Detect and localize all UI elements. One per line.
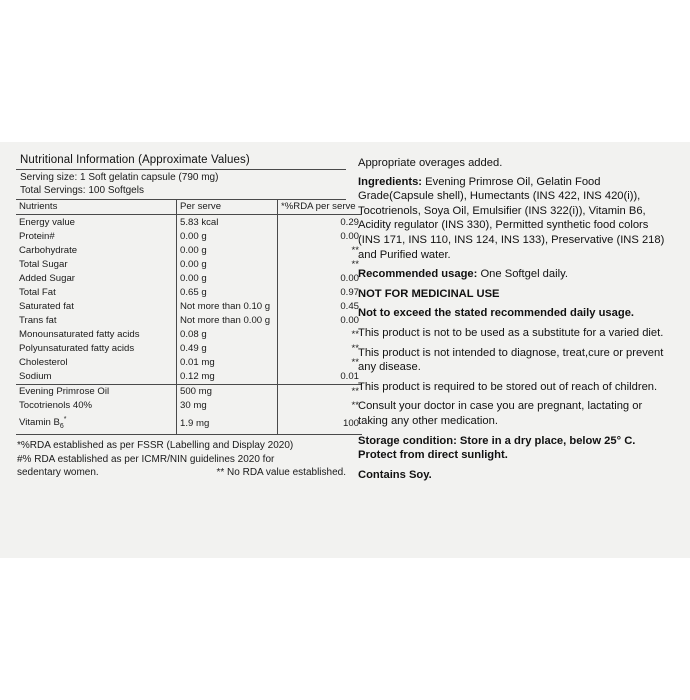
table-row	[16, 314, 362, 328]
total-servings: Total Servings: 100 Softgels	[20, 184, 144, 196]
cell-per-serve: 500 mg	[177, 385, 278, 400]
cell-nutrient	[16, 413, 177, 435]
cell-nutrient: Carbohydrate	[19, 245, 78, 256]
cell-rda: 0.00	[278, 272, 363, 286]
cell-rda: 0.00	[278, 314, 363, 328]
cell-nutrient-base: Vitamin B	[19, 417, 60, 429]
cell-nutrient: Trans fat	[19, 315, 57, 326]
not-a-substitute-notice: This product is not to be used as a substitute for a varied diet.	[358, 326, 664, 339]
cell-rda: **	[278, 244, 363, 258]
cell-per-serve: 0.00 g	[177, 272, 278, 286]
cell-per-serve: 0.12 mg	[177, 370, 278, 385]
consult-doctor-notice: Consult your doctor in case you are pregnant, lactating or taking any other medication.	[358, 400, 643, 427]
recommended-usage-text: One Softgel daily.	[477, 268, 568, 281]
recommended-usage-label: Recommended usage:	[358, 268, 478, 281]
ingredients-label: Ingredients:	[358, 175, 423, 188]
cell-rda: **	[278, 258, 363, 272]
cell-per-serve: 0.00 g	[177, 244, 278, 258]
cell-per-serve: 1.9 mg	[177, 413, 278, 435]
keep-out-of-reach-notice: This product is required to be stored out of reach of children.	[358, 380, 658, 393]
cell-nutrient: Saturated fat	[19, 301, 74, 312]
table-row	[16, 230, 362, 244]
allergen-contains-soy: Contains Soy.	[358, 468, 432, 481]
cell-nutrient: Tocotrienols 40%	[19, 400, 93, 411]
table-row	[16, 342, 362, 356]
overages-text: Appropriate overages added.	[358, 157, 503, 169]
table-row	[16, 385, 362, 400]
cell-nutrient-superscript: *	[63, 416, 67, 423]
table-row	[16, 300, 362, 314]
table-header-row	[16, 200, 362, 215]
serving-block	[16, 170, 346, 200]
table-row	[16, 356, 362, 370]
cell-per-serve: 0.00 g	[177, 230, 278, 244]
footnote-rda-icmr: #% RDA established as per ICMR/NIN guidelines 2020 for	[17, 453, 275, 465]
recommended-usage-block	[358, 267, 670, 282]
cell-rda: **	[278, 328, 363, 342]
cell-nutrient: Added Sugar	[19, 273, 76, 284]
cell-per-serve: 5.83 kcal	[177, 215, 278, 231]
cell-nutrient-subscript: 6	[59, 423, 64, 431]
cell-per-serve: 0.01 mg	[177, 356, 278, 370]
cell-nutrient: Monounsaturated fatty acids	[19, 329, 140, 340]
table-row	[16, 215, 362, 231]
footnote-no-rda: ** No RDA value established.	[216, 467, 346, 479]
table-row	[16, 399, 362, 413]
cell-per-serve: 0.08 g	[177, 328, 278, 342]
cell-nutrient: Protein#	[19, 231, 55, 242]
storage-condition: Storage condition: Store in a dry place, below 25° C. Protect from direct sunlight.	[358, 434, 636, 462]
footnote-rda-fssr: *%RDA established as per FSSR (Labelling and Display 2020)	[17, 440, 294, 452]
nutrition-title: Nutritional Information (Approximate Values)	[16, 152, 346, 170]
footnotes	[16, 435, 346, 480]
table-row	[16, 370, 362, 385]
cell-rda: **	[278, 356, 363, 370]
do-not-exceed-notice: Not to exceed the stated recommended daily usage.	[358, 307, 635, 320]
ingredients-text: Evening Primrose Oil, Gelatin Food Grade(Capsule shell), Humectants (INS 422, INS 420(i)), Tocotrienols, Soya Oil, Emulsifier (INS 322(i)), Vitamin B6, Acidity regulator (INS 330), Permitted synthetic food colors (INS 171, INS 110, INS 124, INS 133), Preservative (INS 218) and Purified water.	[358, 175, 665, 261]
nutrition-label-panel	[0, 142, 690, 558]
cell-rda: **	[278, 342, 363, 356]
table-row	[16, 258, 362, 272]
cell-nutrient: Cholesterol	[19, 357, 68, 368]
cell-per-serve: 30 mg	[177, 399, 278, 413]
column-header-rda: *%RDA per serve	[278, 200, 363, 215]
cell-per-serve: Not more than 0.00 g	[177, 314, 278, 328]
cell-per-serve: 0.00 g	[177, 258, 278, 272]
cell-rda: **	[278, 399, 363, 413]
cell-per-serve: 0.65 g	[177, 286, 278, 300]
column-header-per-serve: Per serve	[177, 200, 278, 215]
cell-per-serve: 0.49 g	[177, 342, 278, 356]
cell-rda: 0.45	[278, 300, 363, 314]
table-row	[16, 413, 362, 435]
cell-nutrient: Evening Primrose Oil	[19, 386, 110, 397]
cell-per-serve: Not more than 0.10 g	[177, 300, 278, 314]
ingredients-block	[358, 175, 670, 263]
ingredients-section	[358, 152, 670, 548]
cell-rda: 100	[278, 413, 363, 435]
table-row	[16, 244, 362, 258]
nutrition-table	[16, 200, 362, 435]
cell-rda: 0.00	[278, 230, 363, 244]
table-row	[16, 272, 362, 286]
cell-nutrient: Polyunsaturated fatty acids	[19, 343, 135, 354]
cell-nutrient: Energy value	[19, 217, 75, 228]
nutrition-information-section	[16, 152, 359, 548]
serving-size: Serving size: 1 Soft gelatin capsule (790 mg)	[20, 172, 219, 183]
footnote-row-last	[17, 466, 346, 480]
table-row	[16, 328, 362, 342]
cell-nutrient: Total Fat	[19, 287, 56, 298]
cell-rda: 0.01	[278, 370, 363, 385]
cell-rda: 0.97	[278, 286, 363, 300]
column-header-nutrients: Nutrients	[16, 200, 177, 215]
cell-nutrient: Total Sugar	[19, 259, 68, 270]
not-intended-to-diagnose-notice: This product is not intended to diagnose, treat,cure or prevent any disease.	[358, 346, 664, 374]
cell-rda: **	[278, 385, 363, 400]
not-for-medicinal-use: NOT FOR MEDICINAL USE	[358, 287, 500, 300]
cell-nutrient: Sodium	[16, 370, 177, 385]
footnote-sedentary-women: sedentary women.	[17, 467, 99, 479]
table-row	[16, 286, 362, 300]
cell-rda: 0.29	[278, 215, 363, 231]
